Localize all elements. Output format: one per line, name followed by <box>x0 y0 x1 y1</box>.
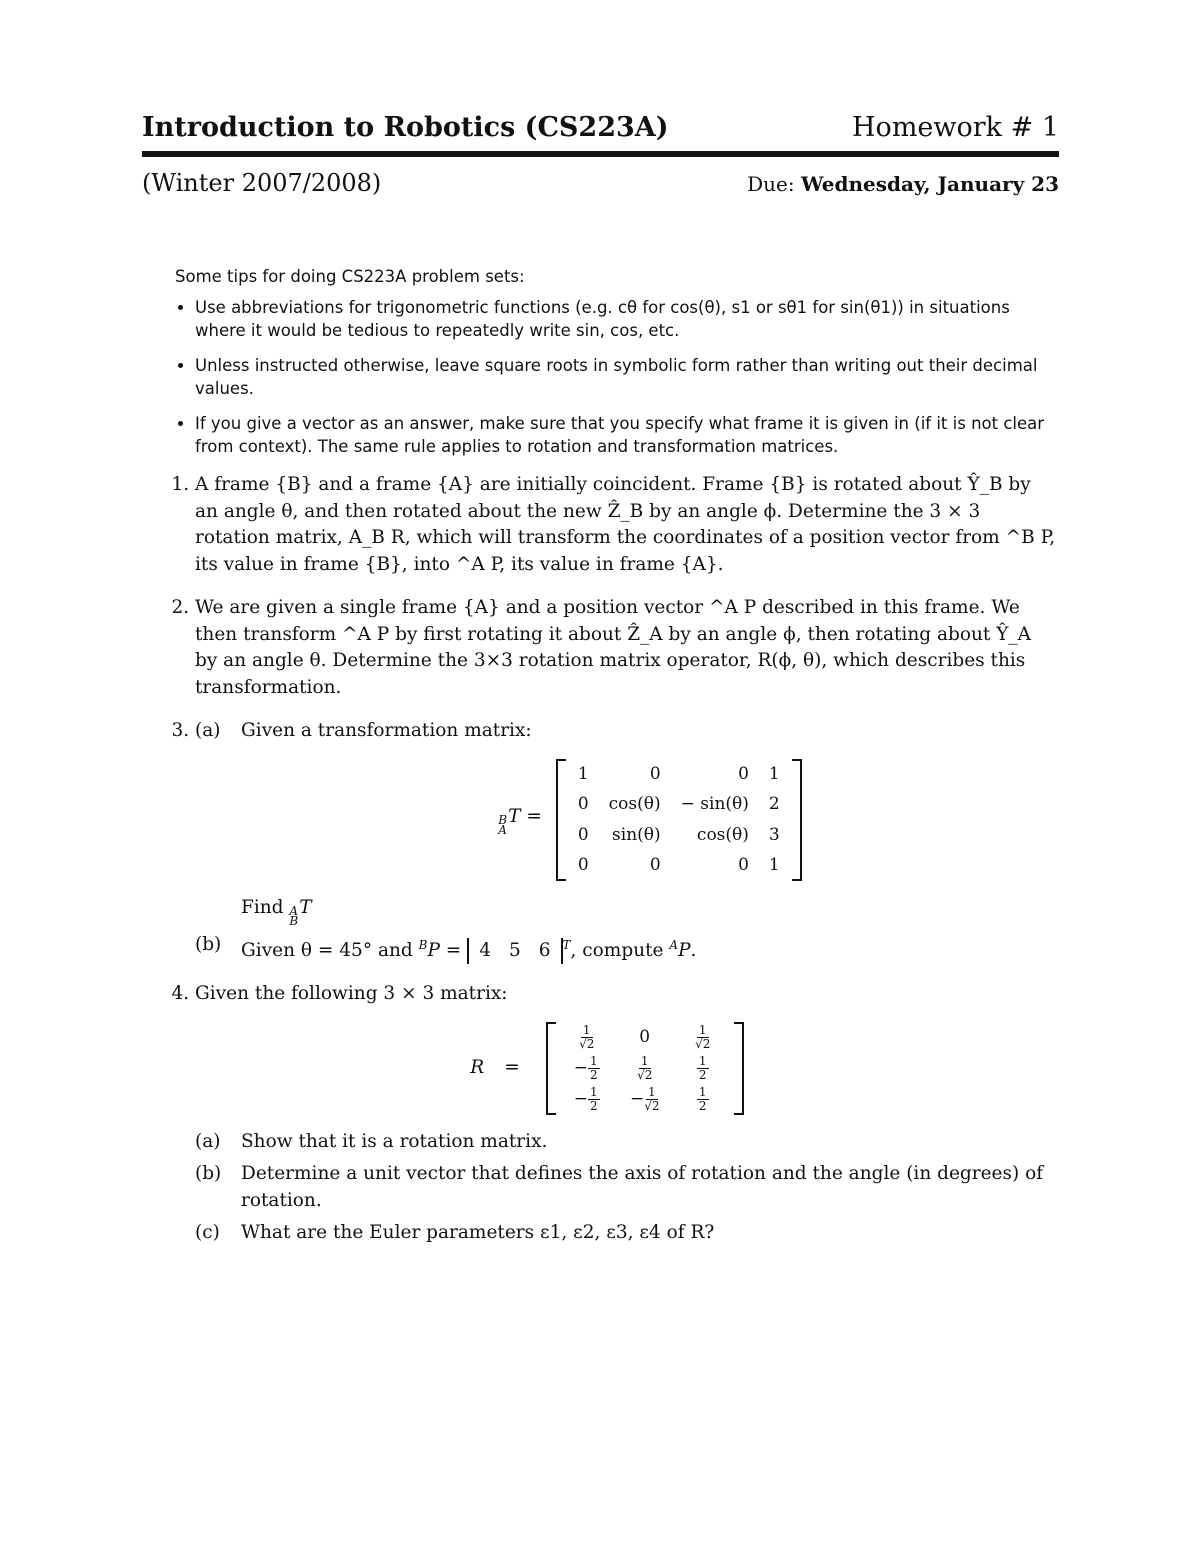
problem-4b-text: Determine a unit vector that defines the axis of rotation and the angle (in degrees) of rotation. <box>241 1163 1044 1211</box>
matrix-cell: cos(θ) <box>696 824 749 845</box>
transform-matrix <box>556 759 802 881</box>
label-b: (b) <box>195 933 222 955</box>
matrix-cell: 3 <box>768 824 780 845</box>
matrix-cell: 2 <box>768 794 780 814</box>
matrix-cell: − sin(θ) <box>680 794 749 814</box>
matrix-cell: sin(θ) <box>612 824 661 845</box>
tips-intro: Some tips for doing CS223A problem sets: <box>175 267 525 286</box>
problem-4a <box>195 1129 1059 1156</box>
term: (Winter 2007/2008) <box>142 169 382 197</box>
problem-2: 2. We are given a single frame {A} and a position vector ^A P described in this frame. We then transform ^A P by first rotating it about Ẑ_A by an angle ϕ, then rotating about Ŷ_A by an angle θ. Determine the 3×3 rotation matrix operator, R(ϕ, θ), which describes this transformation. <box>195 595 1059 701</box>
problem-4-intro: Given the following 3 × 3 matrix: <box>195 983 508 1005</box>
find-label: Find <box>241 896 284 918</box>
problem-3a <box>195 718 1059 926</box>
subheader-row <box>142 169 1059 197</box>
rotation-matrix-lhs: R <box>470 1056 485 1078</box>
matrix-cell: 1 <box>577 763 589 784</box>
header-rule <box>142 151 1059 157</box>
problem-3b: (b) Given θ = 45° and $^B$P = 4 5 6 $^T$, compute $^A$P. <box>195 932 1059 965</box>
header-row <box>142 112 1059 143</box>
p-vector <box>467 938 562 965</box>
transform-matrix-equation <box>241 759 1059 881</box>
vec-entry: 4 <box>479 939 491 961</box>
problem-4c <box>195 1220 1059 1247</box>
problem-4b <box>195 1161 1059 1214</box>
find-line: Find A B T <box>241 896 312 928</box>
equals-sign: = <box>504 1056 520 1078</box>
matrix-cell: 1 <box>768 763 780 784</box>
homework-page <box>142 112 1059 1264</box>
matrix-cell: cos(θ) <box>608 794 661 814</box>
label-a: 3. (a) <box>195 720 221 741</box>
problem-1: 1. A frame {B} and a frame {A} are initially coincident. Frame {B} is rotated about Ŷ_B by an angle θ, and then rotated about the new Ẑ_B by an angle ϕ. Determine the 3 × 3 rotation matrix, A_B R, which will transform the coordinates of a position vector from ^B P, its value in frame {B}, into ^A P, its value in frame {A}. <box>195 472 1059 578</box>
problem-4c-text: What are the Euler parameters ε1, ε2, ε3, ε4 of R? <box>241 1222 715 1244</box>
homework-number: Homework # 1 <box>852 112 1059 143</box>
rotation-matrix-equation <box>155 1022 1059 1115</box>
label-c: (c) <box>195 1222 220 1244</box>
course-title: Introduction to Robotics (CS223A) <box>142 112 669 143</box>
problem-4 <box>195 981 1059 1247</box>
due-label: Due: <box>747 172 795 196</box>
problem-3b-prefix: Given θ = 45° and <box>241 939 413 961</box>
matrix-cell: 0 <box>649 855 661 875</box>
problem-4a-text: Show that it is a rotation matrix. <box>241 1130 548 1152</box>
matrix-cell: 0 <box>649 763 661 784</box>
matrix-cell: 0 <box>577 794 589 814</box>
vec-entry: 6 <box>538 939 551 961</box>
problem-3a-text: Given a transformation matrix: <box>241 720 532 741</box>
matrix-lhs: B A T = <box>498 806 542 837</box>
problems-section <box>142 472 1059 1247</box>
rotation-matrix: $\frac{1}{√2}$ 0 $\frac{1}{√2}$ − $\frac{1}{2}$ $\frac{1}{√2}$ $\frac{1}{2}$ − $\frac{1}{2}$ − $\frac{1}{√2}$ $\frac{1}{2}$ <box>546 1022 744 1115</box>
matrix-cell: 0 <box>738 763 749 784</box>
tip-item: • Unless instructed otherwise, leave square roots in symbolic form rather than writing out their decimal values. <box>195 354 1059 400</box>
due-date: Wednesday, January 23 <box>800 172 1059 196</box>
label-b: (b) <box>195 1163 222 1185</box>
matrix-cell: 0 <box>738 855 749 875</box>
vec-entry: 5 <box>508 939 521 961</box>
due-line <box>747 172 1059 196</box>
problem-3 <box>195 718 1059 964</box>
label-a: (a) <box>195 1130 221 1152</box>
matrix-cell: 0 <box>577 824 589 845</box>
matrix-cell: 1 <box>768 855 780 875</box>
problem-3b-suffix: , compute <box>570 939 664 961</box>
matrix-cell: 0 <box>577 855 589 875</box>
tips-section <box>175 265 1059 458</box>
tip-item: • If you give a vector as an answer, make sure that you specify what frame it is given in (if it is not clear from context). The same rule applies to rotation and transformation matrices. <box>195 412 1059 458</box>
tip-item: • Use abbreviations for trigonometric functions (e.g. cθ for cos(θ), s1 or sθ1 for sin(θ1)) in situations where it would be tedious to repeatedly write sin, cos, etc. <box>195 296 1059 342</box>
